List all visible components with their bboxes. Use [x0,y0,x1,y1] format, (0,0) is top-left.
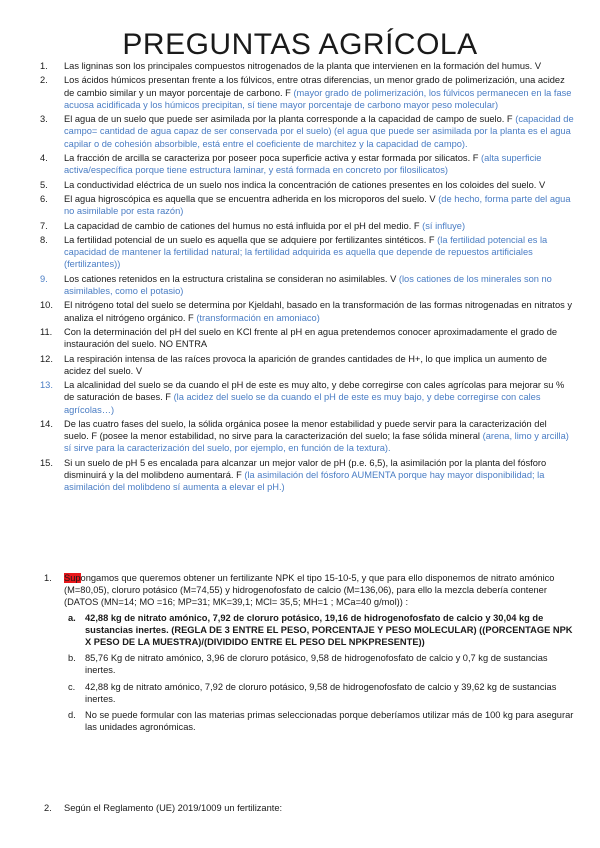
question-item [0,60,600,72]
question-number: 6. [40,193,48,204]
question-number: 7. [40,220,48,231]
question-text: La capacidad de cambio de cationes del humus no está influida por el pH del medio. F [64,220,420,231]
question-number: 4. [40,152,48,163]
question-number: 5. [40,179,48,190]
problem-1 [0,572,600,609]
answer-explanation: (los cationes de los minerales son no asimilables, como el potasio) [64,273,552,296]
question-text: Si un suelo de pH 5 es encalada para alcanzar un mejor valor de pH (p.e. 6,5), la asimilación por la planta del fósforo disminuirá y la del molibdeno aumentará. F [64,457,547,480]
question-number: 13. [40,380,53,391]
question-item [0,74,600,111]
problem-section [0,572,600,737]
question-text: El agua higroscópica es aquella que se encuentra adherida en los microporos del suelo. V [64,193,436,204]
answer-explanation: (alta superficie activa/específica porque tiene estructura laminar, y está formada en concreto por filosilicatos) [64,152,542,176]
question-text: Los ácidos húmicos presentan frente a los fúlvicos, entre otras diferencias, un menor grado de polimerización, una acidez de cambio similar y un mayor porcentaje de carbono. F [64,75,565,98]
question-text: Con la determinación del pH del suelo en KCl frente al pH en agua pretendemos conocer aproximadamente el grado de instauración del suelo. NO ENTRA [64,326,558,350]
question-item [0,220,600,232]
question-text: El nitrógeno total del suelo se determina por Kjeldahl, basado en la transformación de las formas nitrogenadas en nitratos y analiza el nitrógeno orgánico. F [64,300,573,323]
option-letter: d. [68,710,76,721]
question-item [0,234,600,271]
question-item [0,379,600,416]
question-text: Las ligninas son los principales compuestos nitrogenados de la planta que intervienen en la formación del humus. V [64,61,542,71]
option-letter: a. [68,612,76,623]
question-number: 10. [40,300,53,311]
question-number: 11. [40,326,53,337]
question-item [0,193,600,217]
question-item [0,457,600,494]
answer-explanation: (la fertilidad potencial es la capacidad de mantener la fertilidad natural; la fertilidad adquirida es aquella que depende de repuestos artificiales (fertilizantes)) [64,234,548,270]
option-a [0,612,600,649]
answer-options [0,612,600,734]
answer-explanation: (la asimilación del fósforo AUMENTA porque hay mayor disponibilidad; la asimilación del molibdeno sí aumenta a elevar el pH.) [64,469,545,493]
question-text: La conductividad eléctrica de un suelo nos indica la concentración de cationes presentes en los coloides del suelo. V [64,179,546,190]
question-item [0,299,600,323]
question-item [0,273,600,297]
answer-explanation: (arena, limo y arcilla) sí sirve para la caracterización del suelo, por ejemplo, en función de la textura). [64,431,569,454]
question-number: 12. [40,353,53,364]
question-number: 14. [40,418,53,429]
option-text: 42,88 kg de nitrato amónico, 7,92 de cloruro potásico, 9,58 de hidrogenofosfato de calcio y 39,62 kg de sustancias inertes. [85,681,557,704]
answer-explanation: (la acidez del suelo se da cuando el pH de este es muy bajo, y debe corregirse con cales agrícolas…) [64,392,541,415]
option-text: 42,88 kg de nitrato amónico, 7,92 de cloruro potásico, 19,16 de hidrogenofosfato de calcio y 30,04 kg de sustancias inertes. (REGLA DE 3 ENTRE EL PESO, PORCENTAJE Y PESO MOLECULAR) ((PORCENTAGE NPK X PESO DE LA MUESTRA)/(DIVIDIDO ENTRE EL PESO DEL NPKPRESENTE)) [85,612,573,648]
question-item [0,152,600,176]
question-item [0,179,600,191]
problem-2 [0,802,600,814]
question-text: De las cuatro fases del suelo, la sólida orgánica posee la menor estabilidad y puede servir para la caracterización del suelo. F (posee la menor estabilidad, no sirve para la caracterización del suelo; la fase sólida mineral [64,418,547,442]
question-text: La fracción de arcilla se caracteriza por poseer poca superficie activa y estar formada por silicatos. F [64,152,479,163]
question-item [0,113,600,150]
problem-text: ongamos que queremos obtener un fertilizante NPK el tipo 15-10-5, y que para ello disponemos de nitrato amónico (M=80,05), cloruro potásico (M=74,55) y hidrogenofosfato de calcio (M=136,06), para ello la mezcla debería contener (DATOS (MN=14; MO =16; MP=31; MK=39,1; MCl= 35,5; MH=1 ; MCa=40 g/mol)) : [64,573,555,608]
question-list [0,60,600,496]
question-text: El agua de un suelo que puede ser asimilada por la planta corresponde a la capacidad de campo de suelo. F [64,114,513,125]
question-number: 8. [40,234,48,245]
question-number: 1. [40,61,48,71]
question-text: La respiración intensa de las raíces provoca la aparición de grandes cantidades de H+, lo que implica un aumento de acidez del suelo. V [64,353,547,376]
problem-text: Según el Reglamento (UE) 2019/1009 un fertilizante: [64,803,283,813]
answer-explanation: (mayor grado de polimerización, los fúlvicos permanecen en la fase acuosa acidificada y los húmicos precipitan, sí tiene mayor porcentaje de carbono mayor peso molecular) [64,87,572,110]
answer-explanation: (de hecho, forma parte del agua no asimilable por esta razón) [64,193,571,217]
problem-2-section [0,802,600,814]
question-text: La alcalinidad del suelo se da cuando el pH de este es muy alto, y debe corregirse con cales agrícolas para mejorar su % de saturación de bases. F [64,380,565,403]
option-letter: b. [68,653,76,664]
option-letter: c. [68,681,76,692]
problem-number: 1. [44,573,52,583]
option-d [0,709,600,733]
question-number: 9. [40,273,48,284]
answer-explanation: (sí influye) [422,220,466,231]
answer-explanation: (transformación en amoniaco) [196,312,320,323]
option-c [0,681,600,705]
question-number: 2. [40,75,48,86]
page-title: PREGUNTAS AGRÍCOLA [122,28,478,61]
answer-explanation: (capacidad de campo= cantidad de agua capaz de ser conservada por el suelo) (el agua que puede ser asimilada por la planta es el agua capilar o de cohesión absorbible, está entre el coeficiente de marchitez y la capacidad de campo). [64,114,574,149]
problem-number: 2. [44,803,52,813]
option-text: 85,76 Kg de nitrato amónico, 3,96 de cloruro potásico, 9,58 de hidrogenofosfato de calcio y 0,7 kg de sustancias inertes. [85,653,548,676]
question-item [0,326,600,350]
highlighted-text: Sup [64,573,81,583]
option-text: No se puede formular con las materias primas seleccionadas porque deberíamos utilizar más de 100 kg para asegurar las unidades agronómicas. [85,710,574,733]
question-text: Los cationes retenidos en la estructura cristalina se consideran no asimilables. V [64,273,397,284]
question-text: La fertilidad potencial de un suelo es aquella que se adquiere por fertilizantes sintéticos. F [64,234,435,245]
question-number: 15. [40,457,53,468]
question-number: 3. [40,114,48,125]
question-item [0,353,600,377]
question-item [0,418,600,455]
option-b [0,652,600,676]
